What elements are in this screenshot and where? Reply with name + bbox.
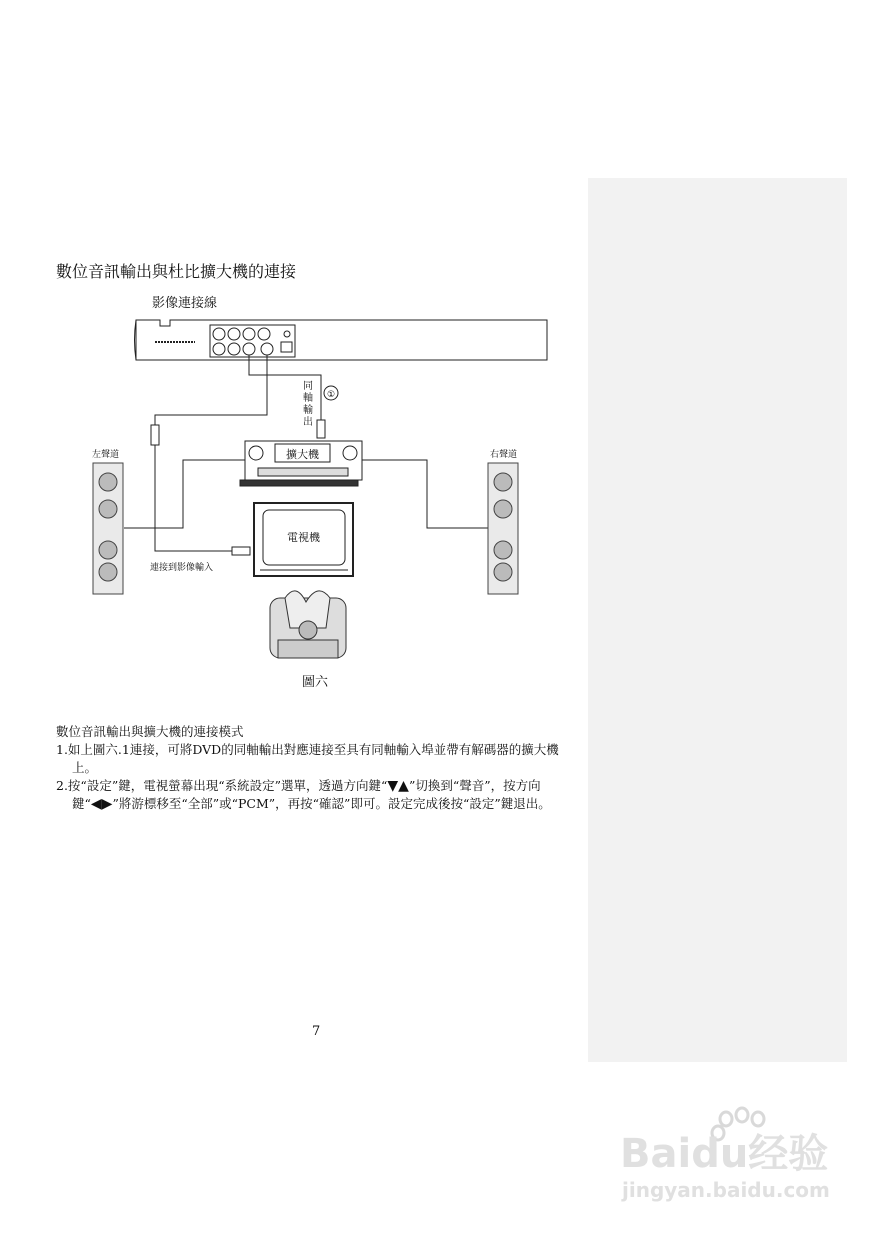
instruction-item-2-part-2: ”切換到“聲音”，按方向鍵“ <box>72 778 541 811</box>
tv-label: 電視機 <box>287 531 320 544</box>
instructions-section <box>56 723 576 813</box>
left-speaker <box>93 463 123 594</box>
up-down-arrows-icon: ▼▲ <box>387 778 409 794</box>
video-cable-label: 影像連接線 <box>152 296 218 311</box>
circle-marker: ① <box>327 390 336 400</box>
right-speaker <box>488 463 518 594</box>
right-channel-label: 右聲道 <box>490 450 518 460</box>
amplifier-label: 擴大機 <box>286 448 319 461</box>
section-title: 數位音訊輸出與擴大機的連接模式 <box>56 724 244 739</box>
watermark-brand: Baidu经验 <box>620 1131 829 1177</box>
baidu-watermark-logo <box>618 1105 833 1205</box>
svg-text:出: 出 <box>303 417 313 428</box>
watermark-url: jingyan.baidu.com <box>622 1178 830 1202</box>
svg-text:輸: 輸 <box>303 405 313 416</box>
page-heading: 數位音訊輸出與杜比擴大機的連接 <box>56 262 297 281</box>
viewer-armchair-icon <box>270 591 346 658</box>
instruction-item-2 <box>56 777 576 813</box>
left-channel-label: 左聲道 <box>92 450 120 460</box>
page-number: 7 <box>312 1024 321 1039</box>
dvd-player-rear-panel <box>135 320 548 360</box>
left-right-arrows-icon: ◀▶ <box>90 796 113 812</box>
svg-text:軸: 軸 <box>303 393 313 404</box>
instruction-item-1: 1.如上圖六.1連接，可將DVD的同軸輸出對應連接至具有同軸輸入埠並帶有解碼器的擴大機上。 <box>56 742 559 775</box>
video-input-label: 連接到影像輸入 <box>150 563 214 573</box>
instruction-item-2-part-3: ”將游標移至“全部”或“PCM”，再按“確認”即可。設定完成後按“設定”鍵退出。 <box>112 796 551 811</box>
figure-caption: 圖六 <box>301 675 328 690</box>
svg-text:同: 同 <box>303 381 313 392</box>
instruction-item-2-part-1: 2.按“設定”鍵，電視螢幕出現“系統設定”選單，透過方向鍵“ <box>56 778 388 793</box>
coax-output-label <box>303 380 313 428</box>
